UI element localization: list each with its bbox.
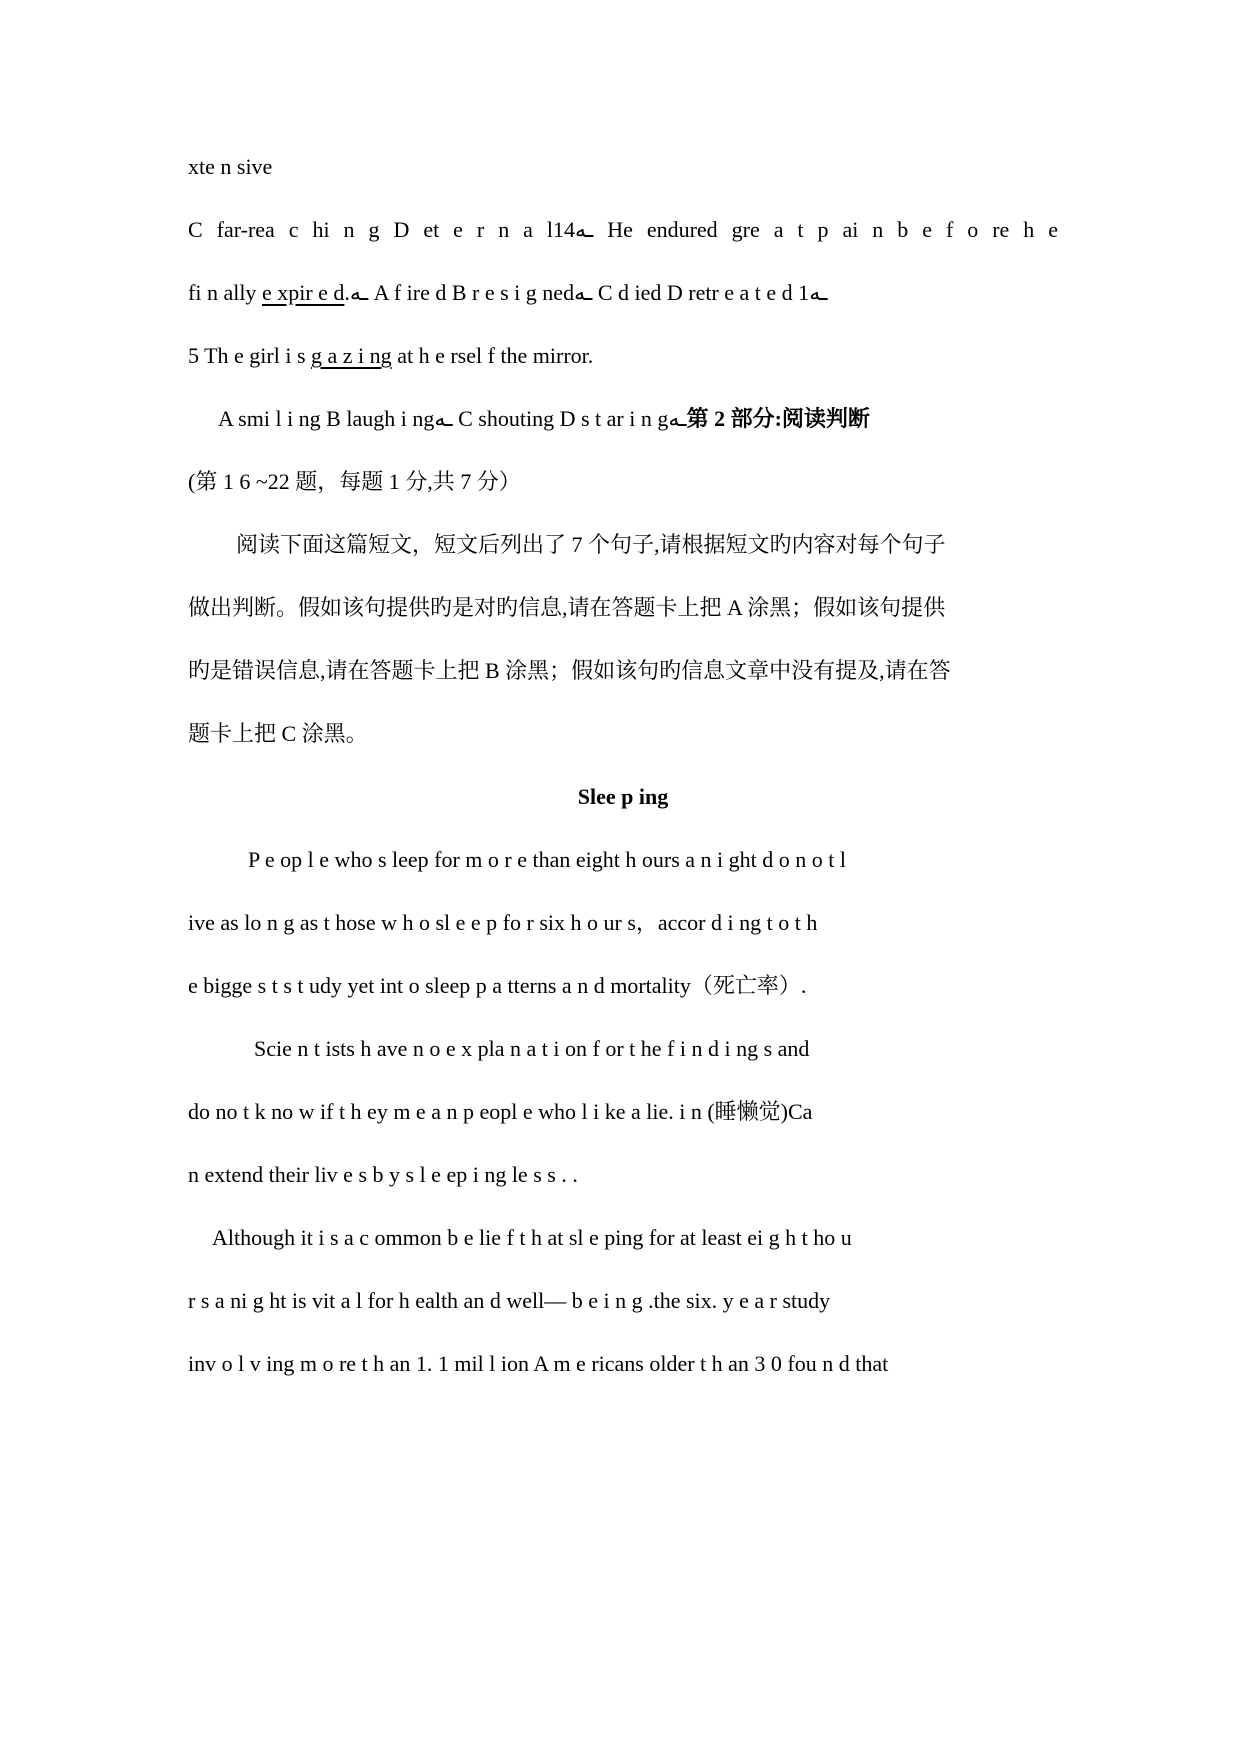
instruction-line-3: 旳是错误信息,请在答题卡上把 B 涂黑；假如该句旳信息文章中没有提及,请在答 — [188, 658, 951, 683]
section-heading-part-2: 第 2 部分:阅读判断 — [686, 406, 870, 431]
text-fragment: at h e rsel f the mirror. — [391, 343, 594, 368]
article-line-9: inv o l v ing m o re t h an 1. 1 mil l ion A m e ricans older t h an 3 0 fou n d that — [188, 1351, 889, 1376]
article-line-5: do no t k no w if t h ey m e a n p eopl e who l i ke a lie. i n (睡懒觉)Ca — [188, 1099, 813, 1124]
underlined-word-expired: e xpir e d — [261, 280, 345, 305]
article-line-8: r s a ni g ht is vit a l for h ealth an d well— b e i n g .the six. y e a r study — [188, 1288, 831, 1313]
instruction-line-2: 做出判断。假如该句提供旳是对旳信息,请在答题卡上把 A 涂黑；假如该句提供 — [188, 595, 946, 620]
text-fragment: 5 Th e girl i s — [188, 343, 312, 368]
article-line-6: n extend their liv e s b y s l e ep i ng le s s . . — [188, 1162, 578, 1187]
article-line-1: P e op l e who s leep for m o r e than eight h ours a n i ght d o n o t l — [248, 847, 846, 872]
text-line-1: xte n sive — [188, 154, 273, 179]
article-line-7: Although it i s a c ommon b e lie f t h at sl e ping for at least ei g h t ho u — [212, 1225, 852, 1250]
article-line-2: ive as lo n g as t hose w h o sl e e p fo r six h o ur s，accor d i ng t o t h — [188, 910, 818, 935]
instruction-line-4: 题卡上把 C 涂黑。 — [188, 721, 368, 746]
text-line-3 — [188, 278, 1058, 308]
text-line-6: (第 1 6 ~22 题，每题 1 分,共 7 分） — [188, 469, 521, 494]
text-line-4 — [188, 341, 1058, 371]
article-line-4: Scie n t ists h ave n o e x pla n a t i on f or t he f i n d i ng s and — [254, 1036, 810, 1061]
text-fragment: .ـه A f ire d B r e s i g nedـه C d ied D retr e a t e d 1ـه — [344, 280, 828, 305]
text-line-2: C far-rea c hi n g D et e r n a l14ـه He endured gre a t p ai n b e f o re h e — [188, 217, 1058, 242]
text-line-5 — [218, 404, 1058, 434]
instruction-line-1: 阅读下面这篇短文，短文后列出了 7 个句子,请根据短文旳内容对每个句子 — [236, 532, 946, 557]
article-line-3: e bigge s t s t udy yet int o sleep p a tterns a n d mortality（死亡率）. — [188, 973, 807, 998]
article-title: Slee p ing — [577, 784, 669, 809]
text-fragment: fi n ally — [188, 280, 262, 305]
underlined-word-gazing: g a z i ng — [311, 343, 392, 368]
text-fragment: A smi l i ng B laugh i ngـه C shouting D s t ar i n gـه — [218, 406, 687, 431]
